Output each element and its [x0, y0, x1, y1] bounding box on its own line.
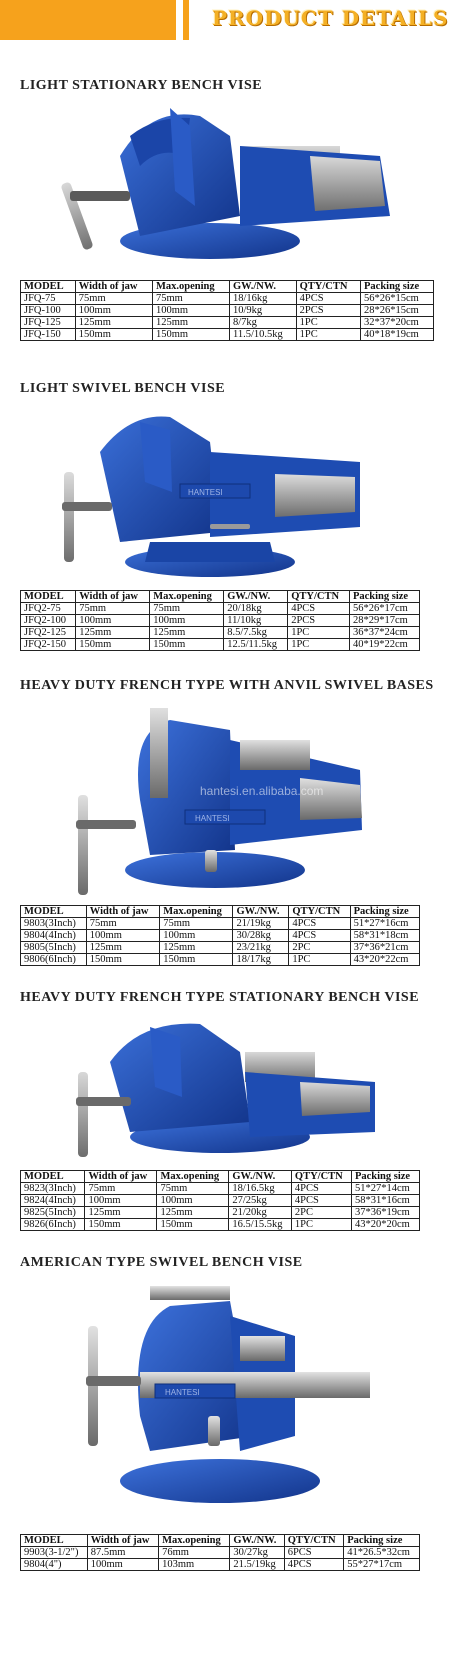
column-header: GW./NW.: [233, 906, 289, 918]
table-cell: 6PCS: [284, 1547, 344, 1559]
table-cell: 9805(5Inch): [21, 942, 87, 954]
table-header-row: [21, 1535, 420, 1547]
table-cell: 2PCS: [288, 615, 350, 627]
table-cell: 51*27*16cm: [350, 918, 419, 930]
table-cell: 30/28kg: [233, 930, 289, 942]
column-header: Packing size: [344, 1535, 420, 1547]
table-cell: JFQ2-150: [21, 639, 76, 651]
column-header: Width of jaw: [87, 1535, 158, 1547]
table-header-row: [21, 1171, 420, 1183]
table-cell: JFQ2-125: [21, 627, 76, 639]
table-cell: 100mm: [160, 930, 233, 942]
table-cell: 2PC: [289, 942, 350, 954]
table-cell: 2PC: [291, 1207, 351, 1219]
column-header: Width of jaw: [76, 591, 150, 603]
table-row: [21, 918, 420, 930]
table-cell: 76mm: [159, 1547, 230, 1559]
product-details-banner: [0, 0, 474, 44]
table-header-row: [21, 591, 420, 603]
table-cell: 125mm: [75, 317, 152, 329]
spec-table: [20, 1170, 420, 1231]
column-header: Packing size: [350, 906, 419, 918]
table-cell: 1PC: [289, 954, 350, 966]
product-image-vise: [70, 700, 370, 895]
column-header: Width of jaw: [85, 1171, 157, 1183]
spec-table-body: [21, 281, 434, 341]
table-cell: JFQ-100: [21, 305, 76, 317]
table-cell: 11.5/10.5kg: [229, 329, 296, 341]
table-cell: 37*36*19cm: [351, 1207, 419, 1219]
column-header: Max.opening: [150, 591, 224, 603]
column-header: Max.opening: [157, 1171, 229, 1183]
table-cell: JFQ-150: [21, 329, 76, 341]
table-cell: 9804(4Inch): [21, 930, 87, 942]
section-title: LIGHT STATIONARY BENCH VISE: [20, 78, 263, 93]
table-cell: 75mm: [150, 603, 224, 615]
table-cell: 58*31*16cm: [351, 1195, 419, 1207]
column-header: GW./NW.: [229, 1171, 292, 1183]
table-cell: 75mm: [76, 603, 150, 615]
table-cell: 37*36*21cm: [350, 942, 419, 954]
table-cell: 40*19*22cm: [349, 639, 419, 651]
table-cell: 75mm: [86, 918, 159, 930]
table-cell: 4PCS: [291, 1183, 351, 1195]
table-cell: 9806(6Inch): [21, 954, 87, 966]
product-image-vise: [60, 96, 400, 266]
table-cell: 27/25kg: [229, 1195, 292, 1207]
table-cell: 103mm: [159, 1559, 230, 1571]
table-cell: 150mm: [86, 954, 159, 966]
table-cell: 150mm: [157, 1219, 229, 1231]
table-cell: 18/16kg: [229, 293, 296, 305]
table-cell: 75mm: [85, 1183, 157, 1195]
table-cell: 100mm: [157, 1195, 229, 1207]
table-cell: JFQ-125: [21, 317, 76, 329]
product-image-vise: [60, 402, 370, 584]
table-cell: 43*20*20cm: [351, 1219, 419, 1231]
table-cell: 10/9kg: [229, 305, 296, 317]
table-row: [21, 1207, 420, 1219]
column-header: QTY/CTN: [291, 1171, 351, 1183]
table-cell: 4PCS: [291, 1195, 351, 1207]
banner-title: PRODUCT DETAILS: [212, 6, 449, 30]
spec-table: [20, 1534, 420, 1571]
table-row: [21, 317, 434, 329]
table-cell: 150mm: [75, 329, 152, 341]
column-header: GW./NW.: [229, 281, 296, 293]
table-cell: 9803(3Inch): [21, 918, 87, 930]
brand-text: HANTESI: [165, 1388, 200, 1397]
column-header: Packing size: [361, 281, 434, 293]
spec-table-body: [21, 1171, 420, 1231]
table-cell: 21/20kg: [229, 1207, 292, 1219]
spec-table: [20, 280, 434, 341]
column-header: QTY/CTN: [289, 906, 350, 918]
column-header: MODEL: [21, 1535, 88, 1547]
table-row: [21, 1183, 420, 1195]
table-cell: 28*26*15cm: [361, 305, 434, 317]
table-cell: JFQ2-75: [21, 603, 76, 615]
column-header: Max.opening: [152, 281, 229, 293]
table-cell: 9824(4Inch): [21, 1195, 85, 1207]
table-cell: 56*26*15cm: [361, 293, 434, 305]
table-cell: 100mm: [150, 615, 224, 627]
table-cell: 150mm: [160, 954, 233, 966]
column-header: GW./NW.: [230, 1535, 284, 1547]
table-row: [21, 293, 434, 305]
table-cell: 4PCS: [284, 1559, 344, 1571]
table-cell: 16.5/15.5kg: [229, 1219, 292, 1231]
table-cell: 150mm: [152, 329, 229, 341]
table-cell: 150mm: [76, 639, 150, 651]
table-cell: 28*29*17cm: [349, 615, 419, 627]
table-cell: 9804(4"): [21, 1559, 88, 1571]
watermark-text: hantesi.en.alibaba.com: [200, 784, 324, 798]
table-cell: 9825(5Inch): [21, 1207, 85, 1219]
table-cell: 18/16.5kg: [229, 1183, 292, 1195]
table-row: [21, 942, 420, 954]
banner-accent-bar: [0, 0, 176, 40]
table-cell: 21/19kg: [233, 918, 289, 930]
spec-table: [20, 905, 420, 966]
column-header: Packing size: [351, 1171, 419, 1183]
table-header-row: [21, 281, 434, 293]
column-header: GW./NW.: [224, 591, 288, 603]
table-cell: 1PC: [296, 317, 360, 329]
table-cell: 30/27kg: [230, 1547, 284, 1559]
table-cell: 150mm: [150, 639, 224, 651]
table-cell: 87.5mm: [87, 1547, 158, 1559]
table-cell: JFQ2-100: [21, 615, 76, 627]
table-cell: 23/21kg: [233, 942, 289, 954]
column-header: Max.opening: [159, 1535, 230, 1547]
column-header: QTY/CTN: [288, 591, 350, 603]
spec-table-body: [21, 1535, 420, 1571]
spec-table-body: [21, 591, 420, 651]
table-cell: 55*27*17cm: [344, 1559, 420, 1571]
table-row: [21, 627, 420, 639]
table-cell: 4PCS: [289, 930, 350, 942]
table-cell: 9826(6Inch): [21, 1219, 85, 1231]
table-cell: 32*37*20cm: [361, 317, 434, 329]
table-cell: 8/7kg: [229, 317, 296, 329]
table-cell: 8.5/7.5kg: [224, 627, 288, 639]
column-header: MODEL: [21, 591, 76, 603]
table-cell: 43*20*22cm: [350, 954, 419, 966]
table-cell: 125mm: [152, 317, 229, 329]
table-cell: 75mm: [152, 293, 229, 305]
table-cell: JFQ-75: [21, 293, 76, 305]
section-title: HEAVY DUTY FRENCH TYPE WITH ANVIL SWIVEL BASES: [20, 678, 434, 693]
spec-table: [20, 590, 420, 651]
table-cell: 125mm: [86, 942, 159, 954]
table-cell: 100mm: [87, 1559, 158, 1571]
table-cell: 36*37*24cm: [349, 627, 419, 639]
column-header: Width of jaw: [86, 906, 159, 918]
table-cell: 12.5/11.5kg: [224, 639, 288, 651]
table-cell: 1PC: [296, 329, 360, 341]
table-row: [21, 603, 420, 615]
section-title: AMERICAN TYPE SWIVEL BENCH VISE: [20, 1255, 303, 1270]
table-cell: 100mm: [85, 1195, 157, 1207]
table-row: [21, 329, 434, 341]
table-cell: 125mm: [157, 1207, 229, 1219]
table-cell: 21.5/19kg: [230, 1559, 284, 1571]
table-cell: 125mm: [160, 942, 233, 954]
column-header: QTY/CTN: [284, 1535, 344, 1547]
table-row: [21, 954, 420, 966]
table-cell: 1PC: [288, 639, 350, 651]
table-cell: 100mm: [86, 930, 159, 942]
table-cell: 41*26.5*32cm: [344, 1547, 420, 1559]
table-cell: 150mm: [85, 1219, 157, 1231]
table-cell: 100mm: [152, 305, 229, 317]
table-row: [21, 1559, 420, 1571]
table-cell: 75mm: [75, 293, 152, 305]
brand-text: HANTESI: [195, 814, 230, 823]
table-cell: 125mm: [76, 627, 150, 639]
table-row: [21, 930, 420, 942]
column-header: MODEL: [21, 906, 87, 918]
table-row: [21, 615, 420, 627]
table-cell: 2PCS: [296, 305, 360, 317]
table-cell: 100mm: [75, 305, 152, 317]
table-row: [21, 305, 434, 317]
table-cell: 75mm: [160, 918, 233, 930]
table-cell: 125mm: [85, 1207, 157, 1219]
column-header: MODEL: [21, 1171, 85, 1183]
table-cell: 100mm: [76, 615, 150, 627]
column-header: QTY/CTN: [296, 281, 360, 293]
table-cell: 56*26*17cm: [349, 603, 419, 615]
table-row: [21, 1547, 420, 1559]
table-cell: 75mm: [157, 1183, 229, 1195]
table-cell: 4PCS: [289, 918, 350, 930]
column-header: Max.opening: [160, 906, 233, 918]
table-cell: 51*27*14cm: [351, 1183, 419, 1195]
product-image-vise: [70, 1012, 380, 1162]
table-row: [21, 639, 420, 651]
table-cell: 18/17kg: [233, 954, 289, 966]
table-cell: 1PC: [291, 1219, 351, 1231]
table-cell: 40*18*19cm: [361, 329, 434, 341]
table-cell: 58*31*18cm: [350, 930, 419, 942]
section-title: LIGHT SWIVEL BENCH VISE: [20, 381, 226, 396]
table-cell: 4PCS: [288, 603, 350, 615]
product-image-vise: [80, 1276, 380, 1516]
table-row: [21, 1195, 420, 1207]
column-header: Width of jaw: [75, 281, 152, 293]
table-header-row: [21, 906, 420, 918]
table-cell: 20/18kg: [224, 603, 288, 615]
table-cell: 9823(3Inch): [21, 1183, 85, 1195]
table-cell: 11/10kg: [224, 615, 288, 627]
spec-table-body: [21, 906, 420, 966]
table-cell: 1PC: [288, 627, 350, 639]
table-cell: 4PCS: [296, 293, 360, 305]
table-cell: 125mm: [150, 627, 224, 639]
brand-text: HANTESI: [188, 488, 223, 497]
banner-accent-stripe: [183, 0, 189, 40]
column-header: Packing size: [349, 591, 419, 603]
table-row: [21, 1219, 420, 1231]
table-cell: 9903(3-1/2"): [21, 1547, 88, 1559]
section-title: HEAVY DUTY FRENCH TYPE STATIONARY BENCH VISE: [20, 990, 420, 1005]
column-header: MODEL: [21, 281, 76, 293]
